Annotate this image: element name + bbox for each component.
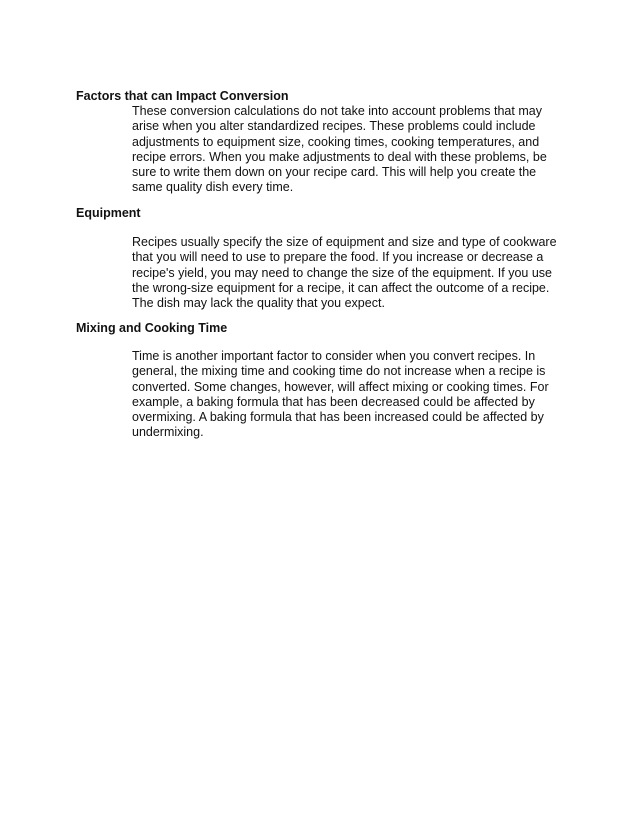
paragraph-line: that you will need to use to prepare the food. If you increase or decrease a [132,250,544,265]
paragraph-line: general, the mixing time and cooking time do not increase when a recipe is [132,364,546,379]
section-heading-mixing: Mixing and Cooking Time [76,321,228,335]
section-paragraph-equipment [132,235,562,311]
paragraph-line: These conversion calculations do not take into account problems that may [132,104,542,118]
paragraph-line: Time is another important factor to consider when you convert recipes. In [132,349,536,363]
section-heading-factors: Factors that can Impact Conversion [76,89,289,103]
paragraph-line: The dish may lack the quality that you expect. [132,296,385,311]
paragraph-line: the wrong-size equipment for a recipe, it can affect the outcome of a recipe. [132,280,550,295]
paragraph-line: overmixing. A baking formula that has been increased could be affected by [132,410,544,425]
paragraph-line: adjustments to equipment size, cooking times, cooking temperatures, and [132,134,540,149]
paragraph-line: recipe's yield, you may need to change the size of the equipment. If you use [132,265,553,280]
paragraph-line: converted. Some changes, however, will affect mixing or cooking times. For [132,379,549,394]
section-paragraph-factors [132,104,562,196]
section-heading-equipment: Equipment [76,206,141,220]
paragraph-line: undermixing. [132,425,204,440]
paragraph-line: same quality dish every time. [132,180,294,195]
paragraph-line: recipe errors. When you make adjustments to deal with these problems, be [132,149,547,164]
paragraph-line: example, a baking formula that has been decreased could be affected by [132,394,535,409]
paragraph-line: Recipes usually specify the size of equipment and size and type of cookware [132,235,557,249]
paragraph-line: arise when you alter standardized recipes. These problems could include [132,119,536,134]
paragraph-line: sure to write them down on your recipe card. This will help you create the [132,165,537,180]
section-paragraph-mixing [132,349,562,441]
